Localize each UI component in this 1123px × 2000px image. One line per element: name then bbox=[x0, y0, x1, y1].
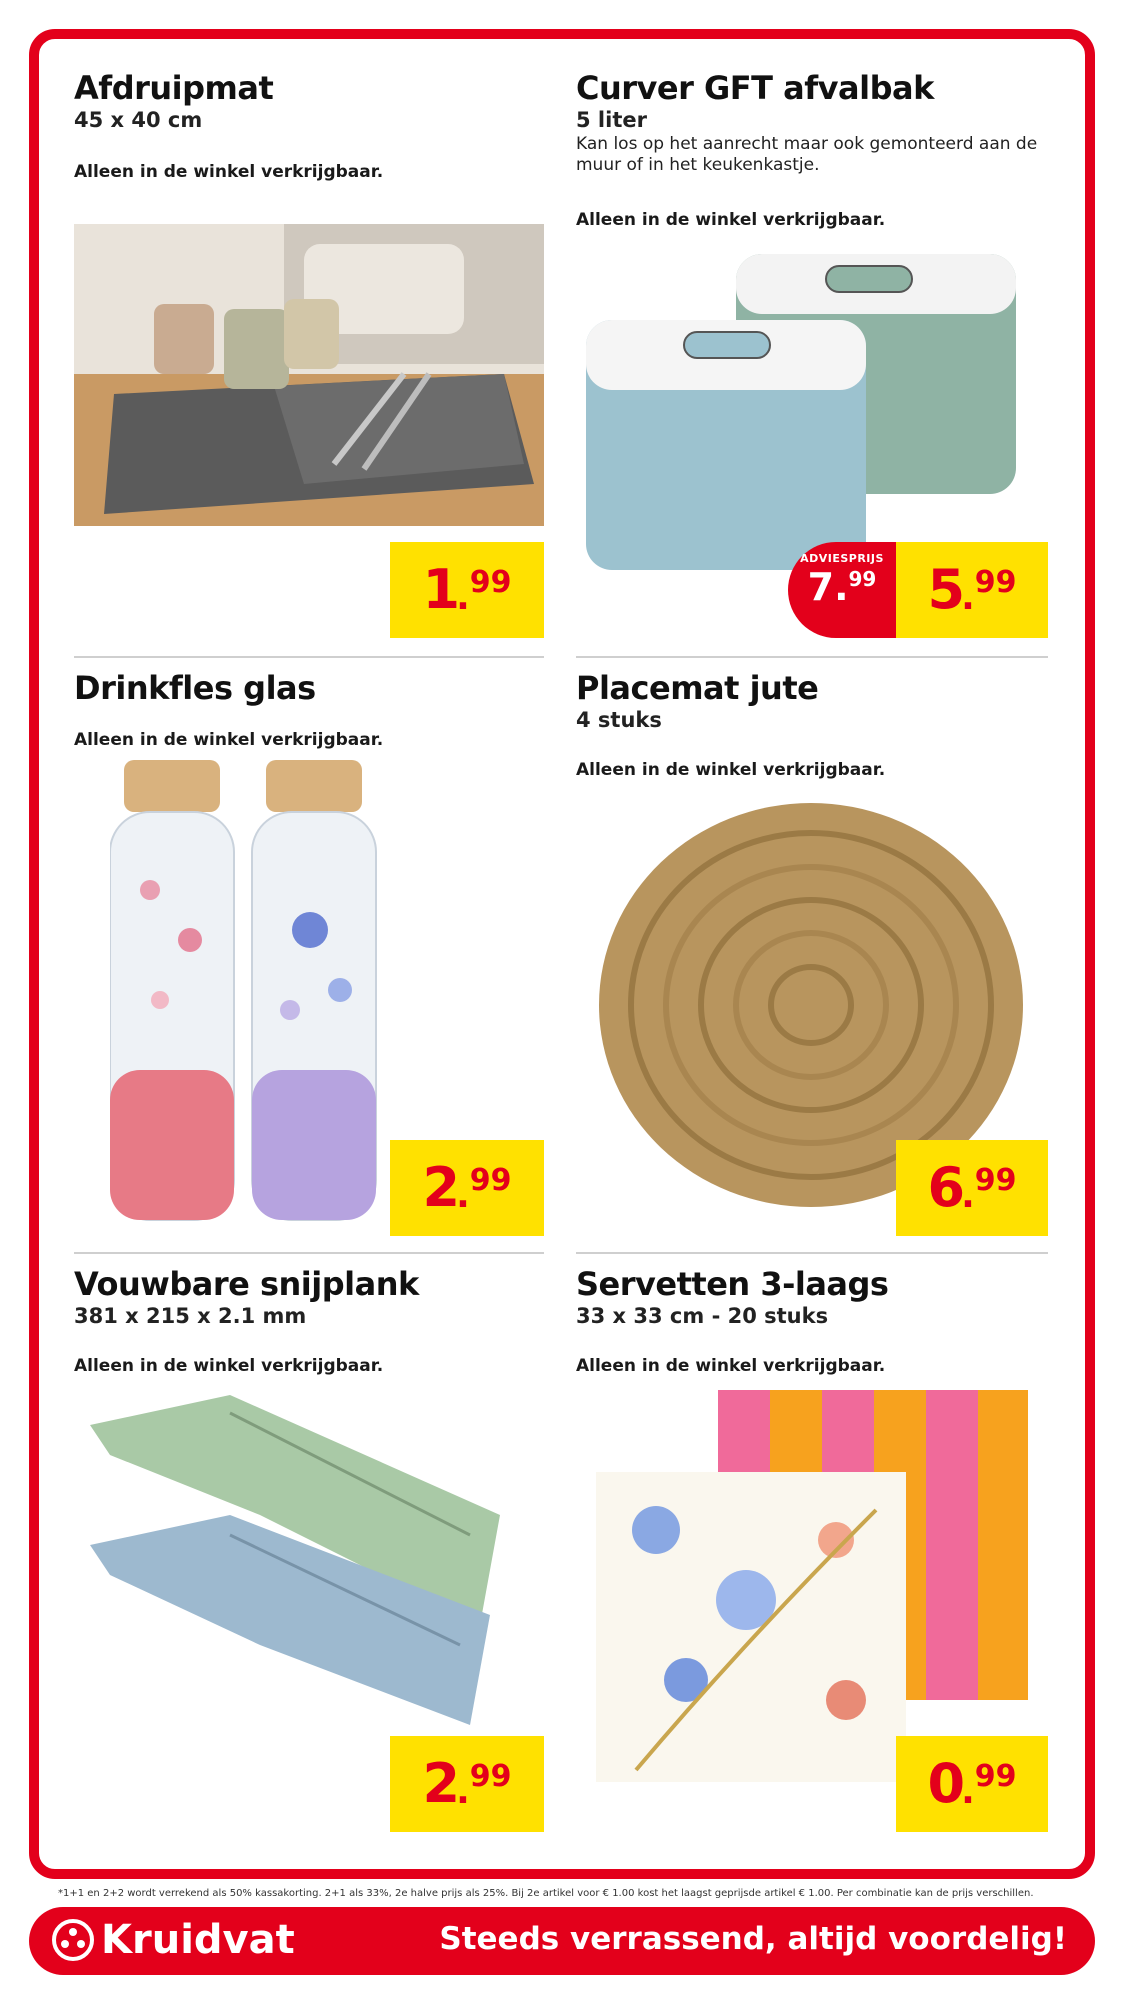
divider bbox=[74, 656, 544, 658]
product-title-block bbox=[576, 70, 1046, 176]
product-image-cutting-board bbox=[90, 1395, 510, 1735]
product-subtitle: 45 x 40 cm bbox=[74, 108, 203, 132]
product-title: Servetten 3-laags bbox=[576, 1265, 889, 1303]
product-title: Drinkfles glas bbox=[74, 669, 316, 707]
divider bbox=[576, 1252, 1048, 1254]
product-image-glass-bottles bbox=[110, 760, 380, 1230]
footer-bar bbox=[29, 1907, 1095, 1975]
product-title-block bbox=[74, 670, 544, 706]
availability-note: Alleen in de winkel verkrijgbaar. bbox=[576, 1356, 886, 1376]
divider bbox=[576, 656, 1048, 658]
slogan: Steeds verrassend, altijd voordelig! bbox=[439, 1921, 1067, 1957]
product-title: Vouwbare snijplank bbox=[74, 1265, 419, 1303]
product-subtitle: 4 stuks bbox=[576, 708, 662, 732]
product-title: Curver GFT afvalbak bbox=[576, 69, 934, 107]
product-title-block bbox=[74, 70, 544, 132]
product-title: Placemat jute bbox=[576, 669, 819, 707]
product-title: Afdruipmat bbox=[74, 69, 274, 107]
price-value: 2 . 99 bbox=[422, 1752, 512, 1815]
product-title-block bbox=[74, 1266, 544, 1328]
product-subtitle: 381 x 215 x 2.1 mm bbox=[74, 1304, 307, 1328]
brand-name: Kruidvat bbox=[101, 1917, 295, 1963]
kruidvat-logo-icon bbox=[51, 1918, 95, 1962]
product-description: Kan los op het aanrecht maar ook gemonteerd aan de muur of in het keukenkastje. bbox=[576, 134, 1038, 175]
divider bbox=[74, 1252, 544, 1254]
price-value: 6 . 99 bbox=[927, 1156, 1017, 1219]
product-title-block bbox=[576, 670, 1046, 732]
availability-note: Alleen in de winkel verkrijgbaar. bbox=[74, 1356, 384, 1376]
product-image-napkins bbox=[596, 1390, 1028, 1790]
product-subtitle: 33 x 33 cm - 20 stuks bbox=[576, 1304, 829, 1328]
footnote: *1+1 en 2+2 wordt verrekend als 50% kassakorting. 2+1 als 33%, 2e halve prijs als 25%. Bij 2e artikel voor € 1.00 kost het laagst geprijsde artikel € 1.00. Per combinatie kan de prijs verschillen. bbox=[58, 1888, 1034, 1899]
product-image-waste-bin bbox=[586, 244, 1016, 574]
product-title-block bbox=[576, 1266, 1046, 1328]
price-value: 2 . 99 bbox=[422, 1156, 512, 1219]
advice-price-tag bbox=[788, 542, 896, 638]
advice-price-value: 7.99 bbox=[807, 565, 877, 609]
price-value: 5 . 99 bbox=[927, 558, 1017, 621]
availability-note: Alleen in de winkel verkrijgbaar. bbox=[576, 760, 886, 780]
brand-logo[interactable] bbox=[51, 1917, 295, 1963]
advice-price-label: ADVIESPRIJS bbox=[800, 552, 884, 565]
product-image-drying-mat bbox=[74, 224, 544, 526]
availability-note: Alleen in de winkel verkrijgbaar. bbox=[576, 210, 886, 230]
availability-note: Alleen in de winkel verkrijgbaar. bbox=[74, 162, 384, 182]
price-value: 1 . 99 bbox=[422, 558, 512, 621]
product-subtitle: 5 liter bbox=[576, 108, 647, 132]
price-value: 0 . 99 bbox=[927, 1752, 1017, 1815]
availability-note: Alleen in de winkel verkrijgbaar. bbox=[74, 730, 384, 750]
